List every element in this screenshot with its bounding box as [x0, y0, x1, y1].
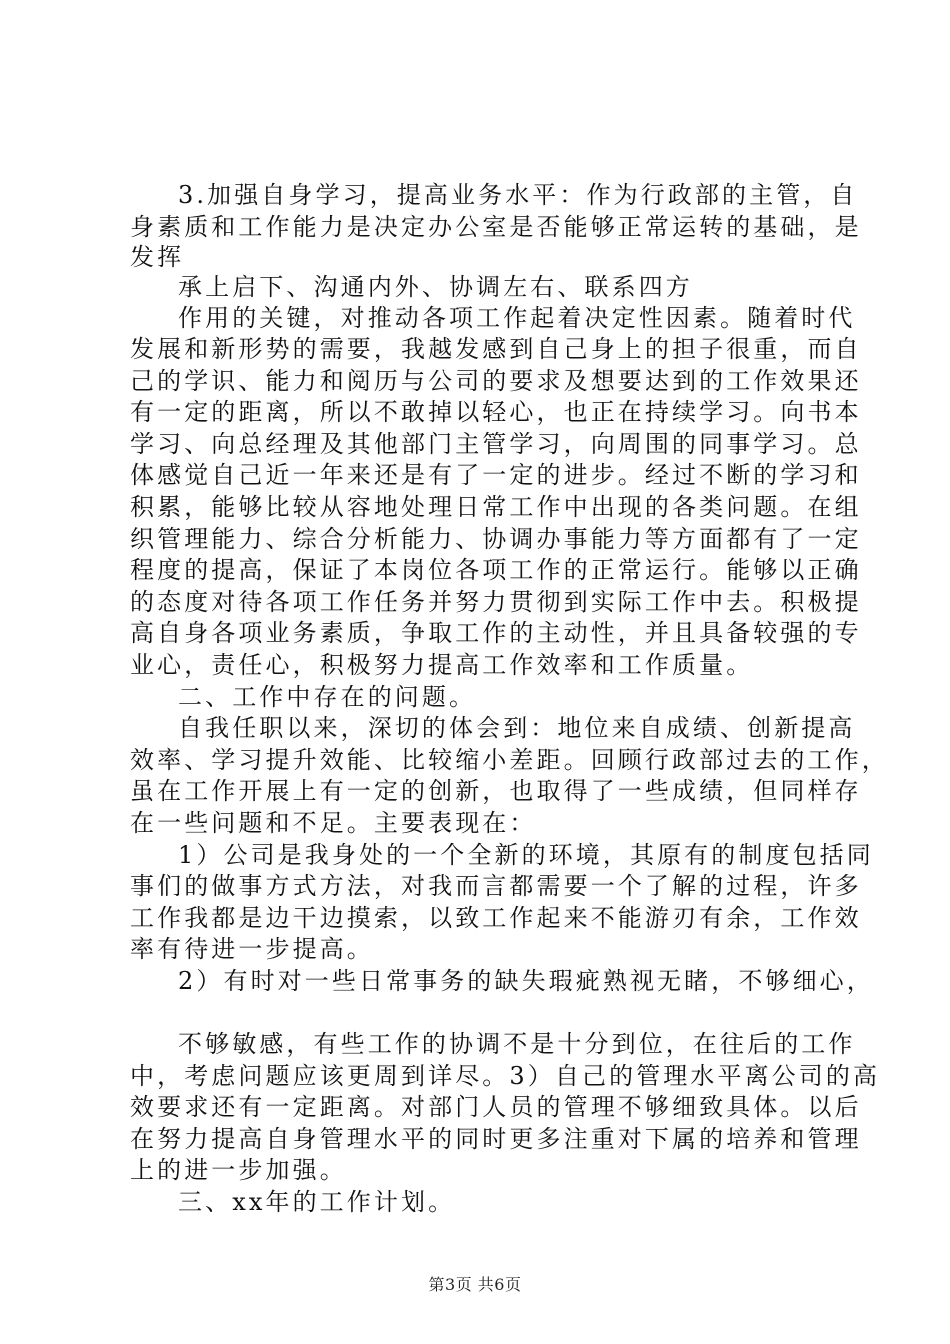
paragraph-line: 自我任职以来，深切的体会到：地位来自成绩、创新提高 — [178, 714, 856, 742]
paragraph-line: 作用的关键，对推动各项工作起着决定性因素。随着时代 — [178, 304, 856, 332]
paragraph-line: 在一些问题和不足。主要表现在： — [130, 809, 537, 837]
section-heading: 三、xx年的工作计划。 — [178, 1188, 456, 1216]
paragraph-line: 积累，能够比较从容地处理日常工作中出现的各类问题。在组 — [130, 493, 862, 521]
list-item-line: 1）公司是我身处的一个全新的环境，其原有的制度包括同 — [178, 841, 874, 869]
paragraph-line: 承上启下、沟通内外、协调左右、联系四方 — [178, 273, 693, 301]
paragraph-line: 工作我都是边干边摸索，以致工作起来不能游刃有余，工作效 — [130, 904, 862, 932]
paragraph-line: 效率、学习提升效能、比较缩小差距。回顾行政部过去的工作， — [130, 746, 889, 774]
paragraph-line: 的态度对待各项工作任务并努力贯彻到实际工作中去。积极提 — [130, 588, 862, 616]
page-number-footer: 第3页 共6页 — [428, 1275, 522, 1294]
paragraph-line: 3.加强自身学习，提高业务水平：作为行政部的主管，自 — [178, 181, 858, 209]
paragraph-line: 有一定的距离，所以不敢掉以轻心，也正在持续学习。向书本 — [130, 398, 862, 426]
list-item-line: 2）有时对一些日常事务的缺失瑕疵熟视无睹，不够细心， — [178, 967, 874, 995]
paragraph-line: 率有待进一步提高。 — [130, 935, 374, 963]
paragraph-line: 织管理能力、综合分析能力、协调办事能力等方面都有了一定 — [130, 525, 862, 553]
paragraph-line: 高自身各项业务素质，争取工作的主动性，并且具备较强的专 — [130, 619, 862, 647]
paragraph-line: 效要求还有一定距离。对部门人员的管理不够细致具体。以后 — [130, 1093, 862, 1121]
section-heading: 二、工作中存在的问题。 — [178, 683, 477, 711]
paragraph-line: 学习、向总经理及其他部门主管学习，向周围的同事学习。总 — [130, 430, 862, 458]
paragraph-line: 业心，责任心，积极努力提高工作效率和工作质量。 — [130, 651, 754, 679]
paragraph-line: 上的进一步加强。 — [130, 1156, 347, 1184]
paragraph-line: 发挥 — [130, 243, 185, 271]
paragraph-line: 在努力提高自身管理水平的同时更多注重对下属的培养和管理 — [130, 1125, 862, 1153]
paragraph-line: 发展和新形势的需要，我越发感到自己身上的担子很重，而自 — [130, 335, 862, 363]
paragraph-line: 己的学识、能力和阅历与公司的要求及想要达到的工作效果还 — [130, 367, 862, 395]
paragraph-line: 事们的做事方式方法，对我而言都需要一个了解的过程，许多 — [130, 872, 862, 900]
paragraph-line: 身素质和工作能力是决定办公室是否能够正常运转的基础，是 — [130, 213, 862, 241]
paragraph-line: 程度的提高，保证了本岗位各项工作的正常运行。能够以正确 — [130, 556, 862, 584]
paragraph-line: 体感觉自己近一年来还是有了一定的进步。经过不断的学习和 — [130, 461, 862, 489]
paragraph-line: 虽在工作开展上有一定的创新，也取得了一些成绩，但同样存 — [130, 777, 862, 805]
paragraph-line: 中，考虑问题应该更周到详尽。3）自己的管理水平离公司的高 — [130, 1062, 881, 1090]
paragraph-line: 不够敏感，有些工作的协调不是十分到位，在往后的工作 — [178, 1030, 856, 1058]
